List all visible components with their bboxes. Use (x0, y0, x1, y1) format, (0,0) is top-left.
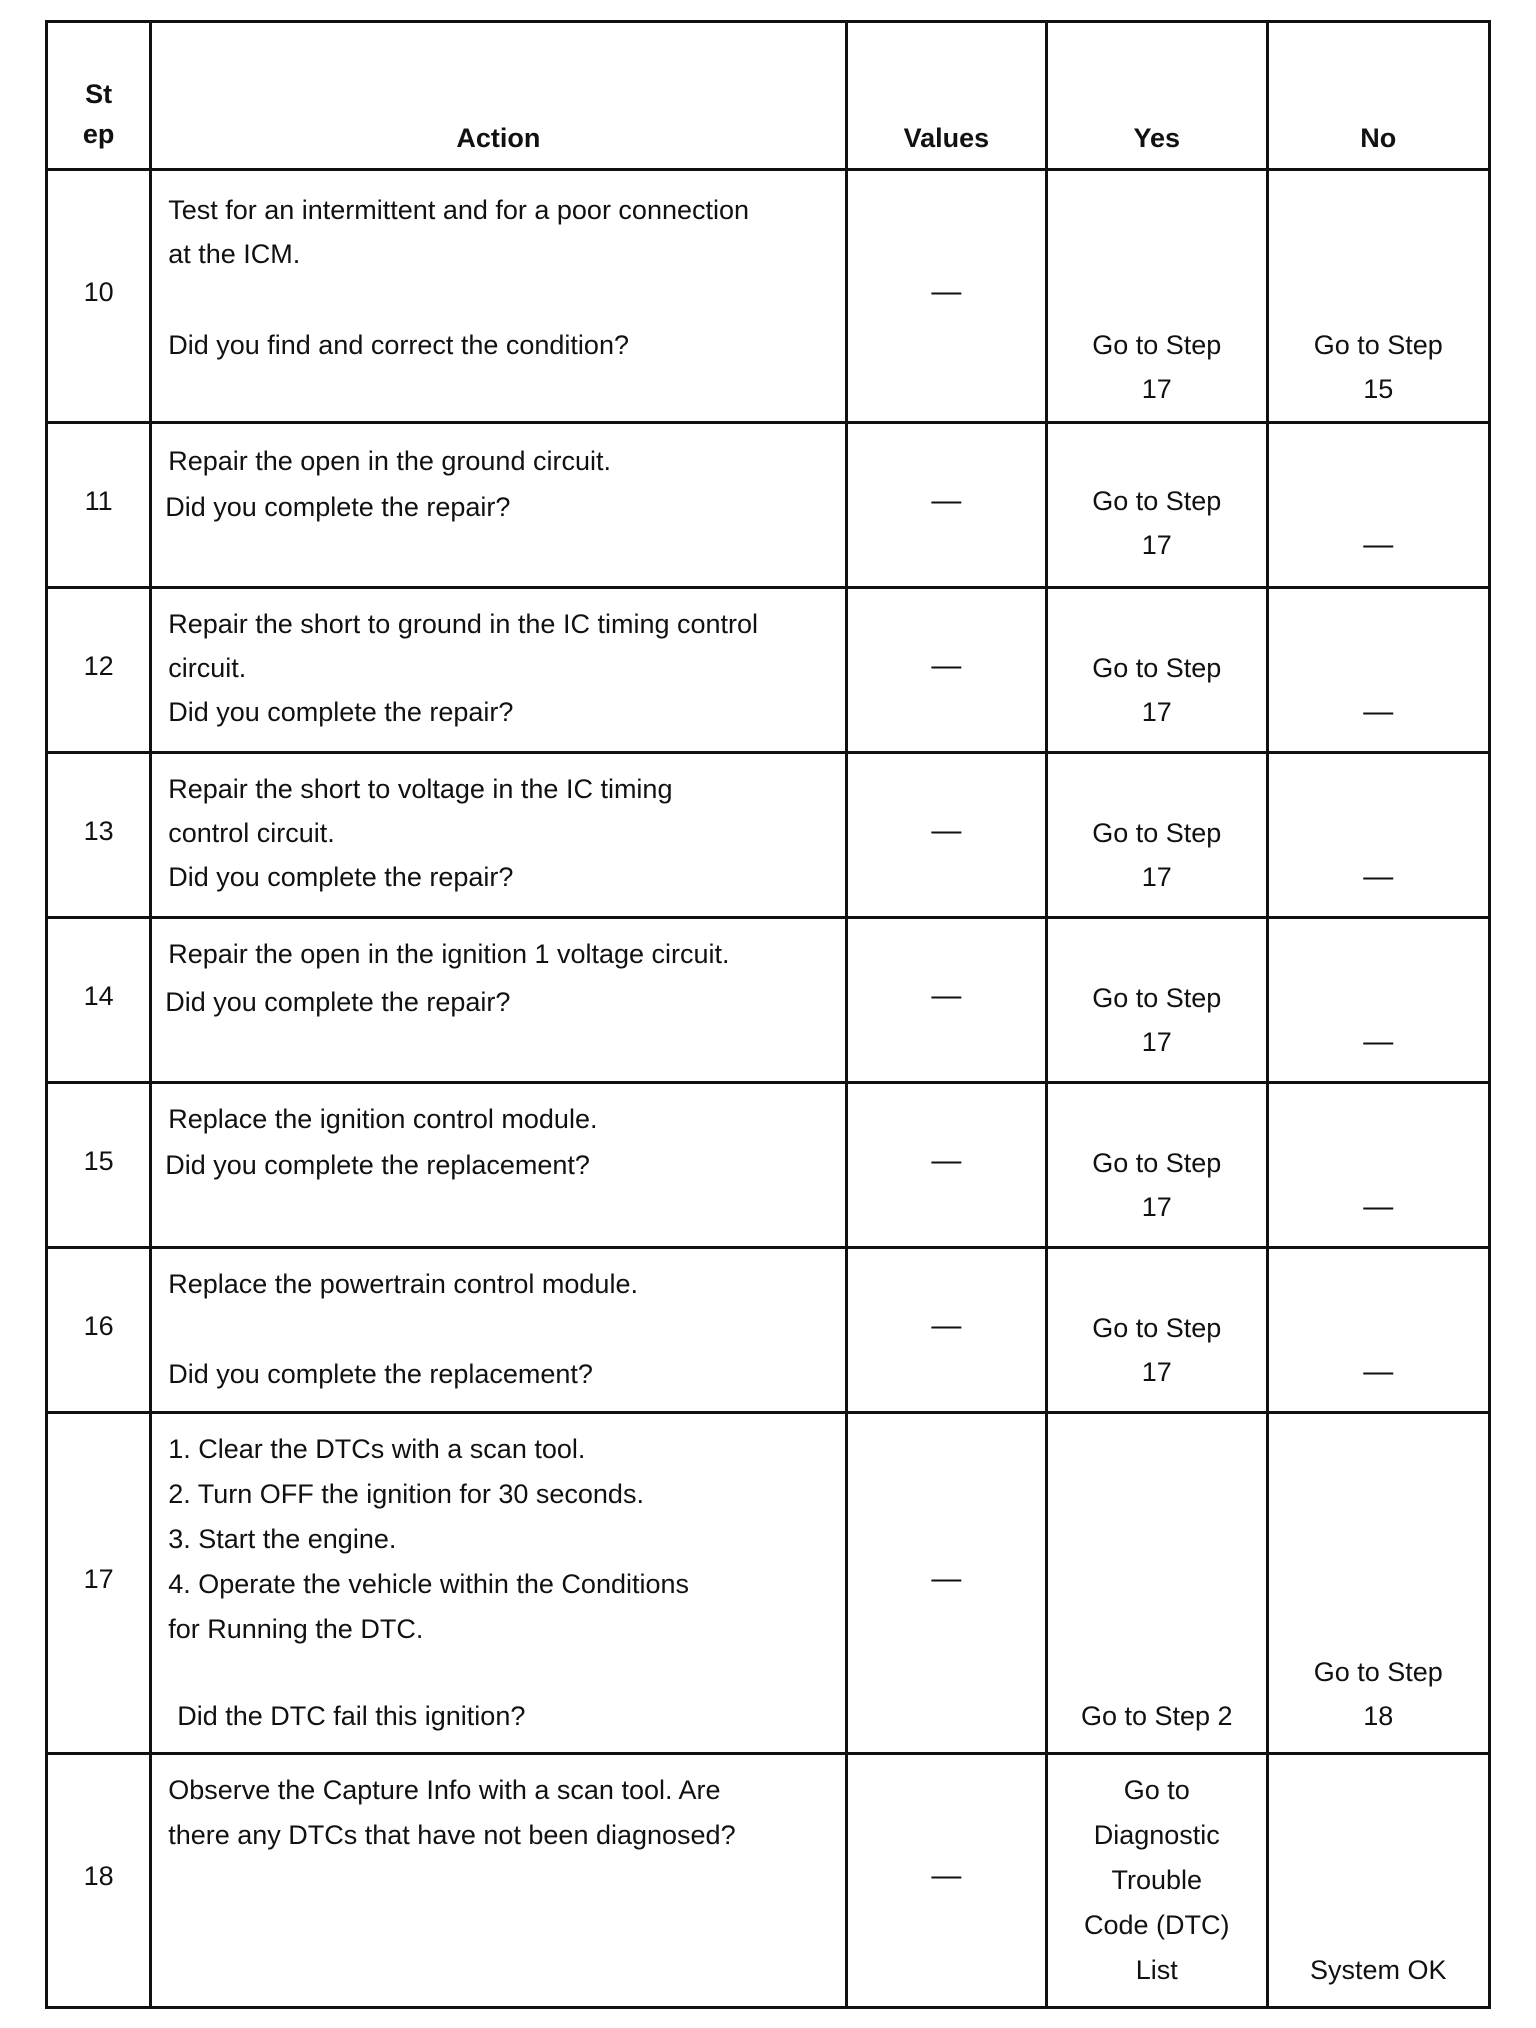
action-cell: Repair the open in the ground circuit. Did you complete the repair? (151, 423, 846, 587)
values-cell: — (846, 1083, 1046, 1248)
action-cell: Repair the short to ground in the IC timing control circuit. Did you complete the repair? (151, 587, 846, 752)
values-cell: — (846, 917, 1046, 1082)
step-cell: 11 (47, 423, 151, 587)
diagnostic-table (45, 20, 1491, 2009)
no-cell: — (1267, 752, 1490, 917)
yes-cell: Go to Step 17 (1047, 423, 1267, 587)
table-row (47, 423, 1490, 587)
step-cell: 17 (47, 1413, 151, 1753)
no-cell: — (1267, 423, 1490, 587)
yes-cell: Go to Step 17 (1047, 1248, 1267, 1413)
table-row (47, 587, 1490, 752)
table-row (47, 170, 1490, 423)
step-cell: 14 (47, 917, 151, 1082)
step-cell: 13 (47, 752, 151, 917)
table-row (47, 1083, 1490, 1248)
header-row (47, 22, 1490, 170)
action-cell: 1. Clear the DTCs with a scan tool. 2. Turn OFF the ignition for 30 seconds. 3. Start the engine. 4. Operate the vehicle within the Conditions for Running the DTC. Did the DTC fail this ignition? (151, 1413, 846, 1753)
action-cell: Test for an intermittent and for a poor connection at the ICM. Did you find and correct the condition? (151, 170, 846, 423)
values-cell: — (846, 752, 1046, 917)
yes-cell: Go to Diagnostic Trouble Code (DTC) List (1047, 1753, 1267, 2007)
header-no: No (1267, 22, 1490, 170)
values-cell: — (846, 1753, 1046, 2007)
yes-cell: Go to Step 2 (1047, 1413, 1267, 1753)
values-cell: — (846, 1413, 1046, 1753)
values-cell: — (846, 1248, 1046, 1413)
action-cell: Repair the short to voltage in the IC timing control circuit. Did you complete the repair? (151, 752, 846, 917)
table-row (47, 917, 1490, 1082)
yes-cell: Go to Step 17 (1047, 917, 1267, 1082)
no-cell: System OK (1267, 1753, 1490, 2007)
header-action: Action (151, 22, 846, 170)
action-cell: Replace the ignition control module. Did you complete the replacement? (151, 1083, 846, 1248)
step-cell: 15 (47, 1083, 151, 1248)
header-values: Values (846, 22, 1046, 170)
values-cell: — (846, 423, 1046, 587)
no-cell: — (1267, 1248, 1490, 1413)
yes-cell: Go to Step 17 (1047, 587, 1267, 752)
yes-cell: Go to Step 17 (1047, 752, 1267, 917)
header-yes: Yes (1047, 22, 1267, 170)
table-row (47, 752, 1490, 917)
step-cell: 16 (47, 1248, 151, 1413)
step-cell: 18 (47, 1753, 151, 2007)
no-cell: Go to Step 15 (1267, 170, 1490, 423)
values-cell: — (846, 587, 1046, 752)
action-cell: Observe the Capture Info with a scan tool. Are there any DTCs that have not been diagnosed? (151, 1753, 846, 2007)
no-cell: — (1267, 917, 1490, 1082)
action-cell: Replace the powertrain control module. Did you complete the replacement? (151, 1248, 846, 1413)
step-cell: 12 (47, 587, 151, 752)
step-cell: 10 (47, 170, 151, 423)
no-cell: — (1267, 587, 1490, 752)
no-cell: Go to Step 18 (1267, 1413, 1490, 1753)
table-row (47, 1413, 1490, 1753)
no-cell: — (1267, 1083, 1490, 1248)
action-cell: Repair the open in the ignition 1 voltage circuit. Did you complete the repair? (151, 917, 846, 1082)
table-row (47, 1248, 1490, 1413)
yes-cell: Go to Step 17 (1047, 1083, 1267, 1248)
values-cell: — (846, 170, 1046, 423)
header-step: St ep (47, 22, 151, 170)
yes-cell: Go to Step 17 (1047, 170, 1267, 423)
table-row (47, 1753, 1490, 2007)
